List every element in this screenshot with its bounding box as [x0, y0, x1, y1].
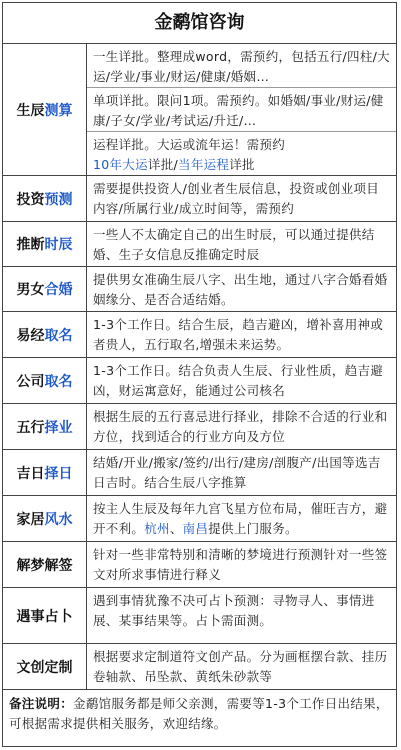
service-desc: 1-3个工作日。结合负责人生辰、行业性质，趋吉避凶，财运寓意好，能通过公司核名: [93, 363, 384, 398]
row-naming: [3, 312, 396, 358]
category-label: 易经 取名: [3, 312, 87, 357]
category-label: 家居 风水: [3, 496, 87, 541]
nanchang-link[interactable]: 南昌: [182, 521, 209, 536]
row-dream: [3, 542, 396, 588]
row-birth-reading: [3, 44, 396, 176]
row-custom: [3, 644, 396, 690]
hangzhou-link[interactable]: 杭州: [144, 521, 170, 536]
category-label: 遇事占卜: [3, 588, 87, 643]
category-label: 生辰 测算: [3, 44, 87, 175]
service-desc: 针对一些非常特别和清晰的梦境进行预测针对一些签文对所求事情进行释义: [93, 547, 388, 582]
category-label: 五行 择业: [3, 404, 87, 449]
page-title: 金鹬馆咨询: [3, 3, 396, 44]
service-desc: 提供男女准确生辰八字、出生地，通过八字合婚看婚姻缘分、是否合适结婚。: [93, 272, 388, 307]
row-birth-hour: [3, 222, 396, 267]
service-desc: 根据生辰的五行喜忌进行择业，排除不合适的行业和方位，找到适合的行业方向及方位: [93, 409, 388, 444]
service-desc: 结婚/开业/搬家/签约/出行/建房/剖腹产/出国等选吉日吉时。结合生辰八字推算: [93, 455, 381, 490]
row-investment: [3, 176, 396, 222]
service-desc: 一生详批。整理成word，需预约，包括五行/四柱/大运/学业/事业/财运/健康/婚姻…: [87, 44, 396, 88]
service-desc: 1-3个工作日。结合生辰，趋吉避凶，增补喜用神或者贵人，五行取名,增强未来运势。: [93, 317, 384, 352]
ten-year-link[interactable]: 10年大运: [93, 157, 148, 172]
category-label: 公司 取名: [3, 358, 87, 403]
consult-table: [2, 2, 397, 747]
category-label: 投资 预测: [3, 176, 87, 221]
service-desc: 需要提供投资人/创业者生辰信息，投资或创业项目内容/所属行业/成立时间等，需预约: [93, 181, 380, 216]
row-marriage: [3, 267, 396, 312]
category-label: 文创定制: [3, 644, 87, 689]
service-desc: 遇到事情犹豫不决可占卜预测：寻物寻人、事情进展、某事结果等。占卜需面测。: [93, 593, 375, 628]
category-label: 解梦解签: [3, 542, 87, 587]
service-desc: 运程详批。大运或流年运！需预约 10年大运详批/当年运程详批: [93, 137, 286, 172]
service-desc: 一些人不太确定自己的出生时辰，可以通过提供结婚、生子女信息反推确定时辰: [93, 227, 375, 262]
category-label: 吉日 择日: [3, 450, 87, 495]
service-desc: 根据要求定制道符文创产品。分为画框摆台款、挂历卷轴款、吊坠款、黄纸朱砂款等: [93, 649, 388, 684]
this-year-link[interactable]: 当年运程: [178, 157, 230, 172]
category-label: 男女 合婚: [3, 267, 87, 311]
service-desc: 单项详批。限问1项。需预约。如婚姻/事业/财运/健康/子女/学业/考试运/升迁/…: [87, 88, 396, 132]
row-career: [3, 404, 396, 450]
note-label: 备注说明：: [9, 696, 74, 711]
category-label: 推断 时辰: [3, 222, 87, 266]
service-desc: 按主人生辰及每年九宫飞星方位布局，催旺吉方，避开不利。杭州、南昌提供上门服务。: [93, 501, 388, 536]
row-company-naming: [3, 358, 396, 404]
service-cells: [87, 44, 396, 175]
footer-note: [3, 690, 396, 738]
row-date-selection: [3, 450, 396, 496]
row-divination: [3, 588, 396, 644]
row-fengshui: [3, 496, 396, 542]
note-text: 金鹬馆服务都是师父亲测，需要等1-3个工作日出结果，可根据需求提供相关服务，欢迎结缘。: [9, 696, 389, 731]
